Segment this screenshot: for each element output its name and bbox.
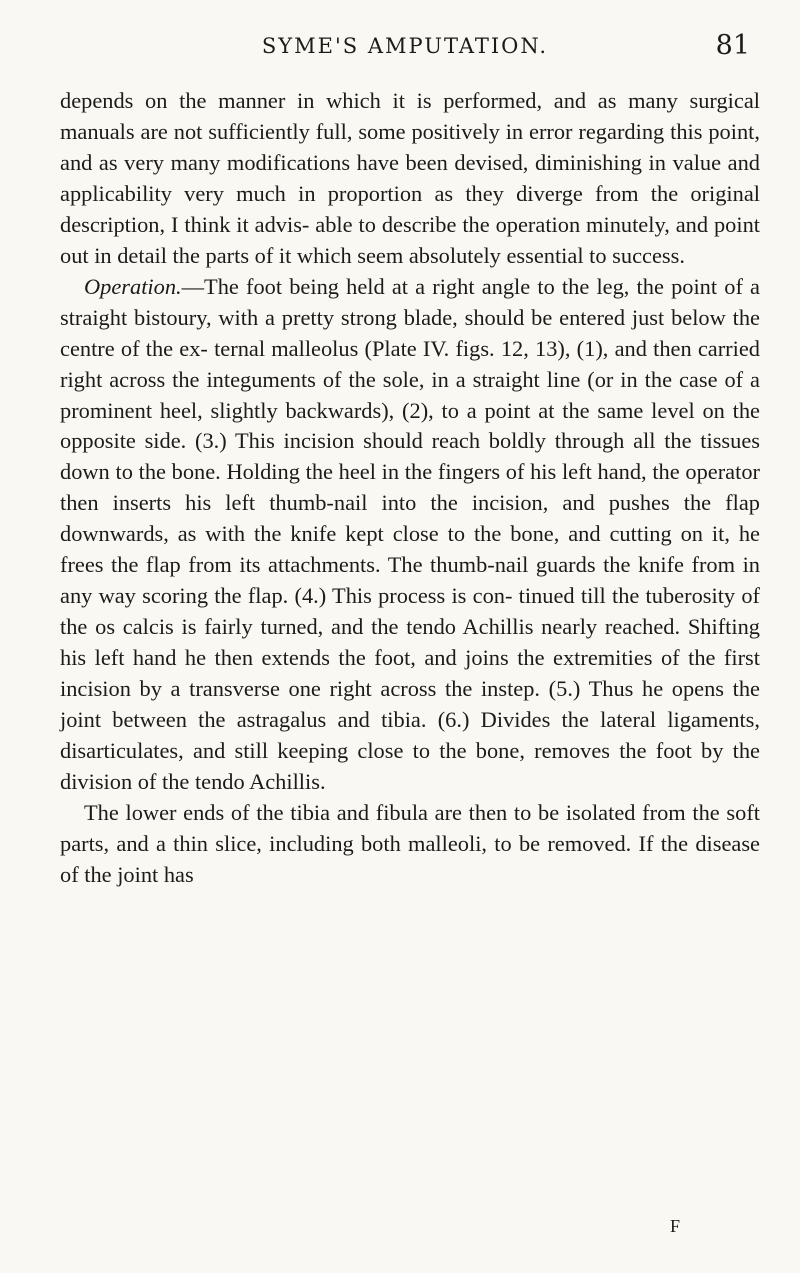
paragraph-2-text: —The foot being held at a right angle to the leg, the point of a straight bistoury, with a pretty strong blade, should be entered just below the centre of the ex- ternal malleolus (Plate IV. figs. 12, 13), (1), and then carried right across the integuments of the sole, in a straight line (or in the case of a prominent heel, slightly backwards), (2), to a point at the same level on the opposite side. (3.) This incision should reach boldly through all the tissues down to the bone. Holding the heel in the fingers of his left hand, the operator then inserts his left thumb-nail into the incision, and pushes the flap downwards, as with the knife kept close to the bone, and cutting on it, he frees the flap from its attachments. The thumb-nail guards the knife from in any way scoring the flap. (4.) This process is con- tinued till the tuberosity of the os calcis is fairly turned, and the tendo Achillis nearly reached. Shifting his left hand he then extends the foot, and joins the extremities of the first incision by a transverse one right across the instep. (5.) Thus he opens the joint between the astragalus and tibia. (6.) Divides the lateral ligaments, disarticulates, and still keeping close to the bone, removes the foot by the division of the tendo Achillis.: [60, 273, 760, 794]
signature-mark: F: [670, 1216, 681, 1236]
operation-heading: Operation.: [84, 273, 182, 299]
body-text: [60, 86, 760, 891]
paragraph-1: depends on the manner in which it is performed, and as many surgical manuals are not sufficiently full, some positively in error regarding this point, and as very many modifications have been devised, diminishing in value and applicability very much in proportion as they diverge from the original description, I think it advis- able to describe the operation minutely, and point out in detail the parts of it which seem absolutely essential to success.: [60, 88, 760, 268]
page-number: 81: [715, 30, 750, 61]
running-head: [60, 30, 750, 64]
running-title: SYME'S AMPUTATION.: [261, 34, 549, 58]
paragraph-2: [60, 272, 760, 798]
paragraph-3: The lower ends of the tibia and fibula are then to be isolated from the soft parts, and a thin slice, including both malleoli, to be removed. If the disease of the joint has: [60, 799, 760, 887]
